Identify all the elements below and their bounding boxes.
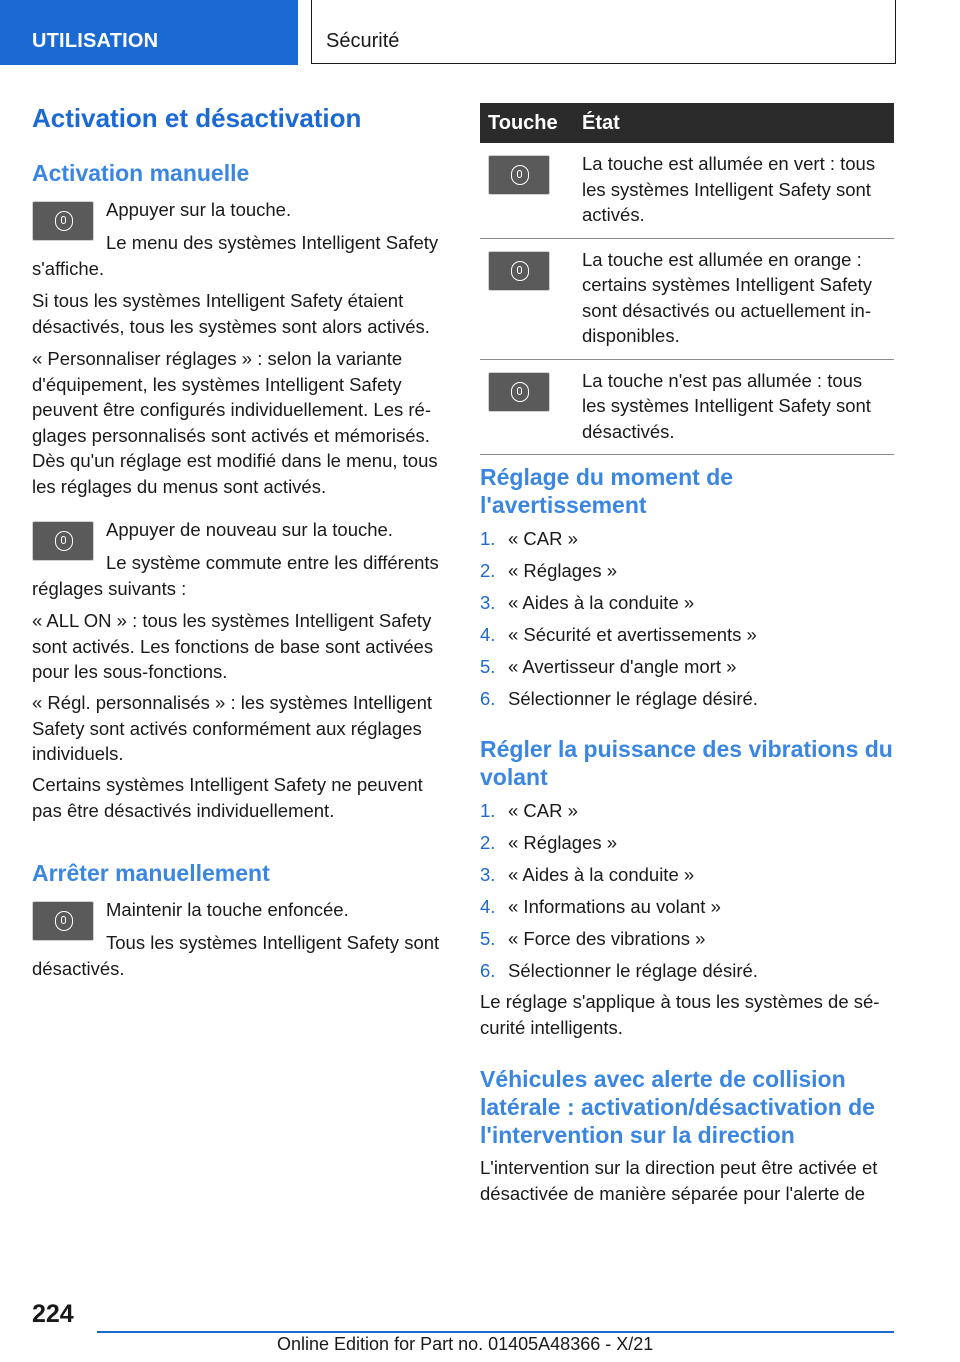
table-row (480, 359, 894, 455)
page-number: 224 (32, 1300, 74, 1328)
table-cell-state: La touche est allumée en vert : tous les systèmes Intelligent Safety sont activés. (574, 143, 894, 238)
column-header-state: État (574, 103, 894, 143)
table-cell-button (480, 238, 574, 359)
step-hold-button: Maintenir la touche enfoncée. (106, 899, 349, 920)
footer-edition: Online Edition for Part no. 01405A48366 - X/21 (277, 1334, 654, 1354)
step-press-again-result: Le système commute entre les différents réglages suivants : (32, 552, 439, 599)
heading-warning-time: Réglage du moment de l'avertissement (480, 464, 734, 518)
list-item: 6. Sélectionner le réglage désiré. (480, 688, 758, 709)
paragraph-custom-settings: « Régl. personnalisés » : les systèmes Intelligent Safety sont activés conformément aux réglages individuels. (32, 692, 433, 764)
paragraph-personalize: « Personnaliser réglages » : selon la variante d'équipement, les systèmes Intelligent Safety peuvent être configurés individuellement. Les réglages personnalisés sont activés et mémorisés. Dès qu'un réglage est modifié dans le menu, tous les réglages du menus sont activés. (32, 348, 438, 497)
list-item: 3. « Aides à la conduite » (480, 592, 695, 613)
paragraph-vibration-note: Le réglage s'applique à tous les systèmes de sécurité intelligents. (480, 991, 880, 1038)
list-item: 1. « CAR » (480, 800, 578, 821)
list-item: 2. « Réglages » (480, 560, 618, 581)
list-item: 6. Sélectionner le réglage désiré. (480, 960, 758, 981)
intelligent-safety-button-icon (488, 251, 550, 291)
button-state-table (480, 103, 894, 455)
table-cell-state: La touche est allumée en orange : certains systèmes Intelligent Safety sont désactivés ou actuellement indisponibles. (574, 238, 894, 359)
list-item: 4. « Sécurité et avertissements » (480, 624, 757, 645)
list-item: 5. « Force des vibrations » (480, 928, 706, 949)
column-header-button: Touche (480, 103, 574, 143)
heading-lateral-collision: Véhicules avec alerte de collision latérale : activation/désactivation de l'intervention sur la direction (480, 1066, 875, 1148)
header-section-label: UTILISATION (32, 30, 159, 52)
header-chapter-box (311, 0, 896, 64)
header-chapter-label: Sécurité (326, 30, 400, 52)
heading-vibration: Régler la puissance des vibrations du volant (480, 736, 893, 790)
page-title: Activation et désactivation (32, 103, 362, 133)
paragraph-lateral-collision: L'intervention sur la direction peut être activée et désactivée de manière séparée pour l'alerte de (480, 1157, 878, 1204)
paragraph-all-deactivated: Si tous les systèmes Intelligent Safety étaient désactivés, tous les systèmes sont alors activés. (32, 290, 430, 337)
paragraph-cannot-deactivate: Certains systèmes Intelligent Safety ne peuvent pas être désactivés individuellement. (32, 774, 423, 821)
table-cell-state: La touche n'est pas allumée : tous les systèmes Intelligent Safety sont désactivés. (574, 359, 894, 455)
table-cell-button (480, 359, 574, 455)
table-row (480, 143, 894, 238)
warning-time-steps (480, 526, 894, 718)
header-section-tab (0, 0, 298, 65)
list-item: 4. « Informations au volant » (480, 896, 721, 917)
table-cell-button (480, 143, 574, 238)
table-header-row (480, 103, 894, 143)
step-hold-result: Tous les systèmes Intelligent Safety sont désactivés. (32, 932, 440, 979)
vibration-steps (480, 798, 894, 990)
list-item: 3. « Aides à la conduite » (480, 864, 695, 885)
intelligent-safety-button-icon (488, 155, 550, 195)
list-item: 2. « Réglages » (480, 832, 618, 853)
paragraph-all-on: « ALL ON » : tous les systèmes Intelligent Safety sont activés. Les fonctions de base sont activées pour les sous-fonctions. (32, 610, 434, 682)
table-row (480, 238, 894, 359)
heading-manual-off: Arrêter manuellement (32, 860, 270, 886)
heading-manual-activation: Activation manuelle (32, 160, 250, 186)
intelligent-safety-button-icon (488, 372, 550, 412)
step-press-again: Appuyer de nouveau sur la touche. (106, 519, 393, 540)
step-press-button: Appuyer sur la touche. (106, 199, 292, 220)
step-press-result: Le menu des systèmes Intelligent Safety s'affiche. (32, 232, 439, 279)
list-item: 1. « CAR » (480, 528, 578, 549)
list-item: 5. « Avertisseur d'angle mort » (480, 656, 737, 677)
footer-divider (97, 1331, 894, 1333)
